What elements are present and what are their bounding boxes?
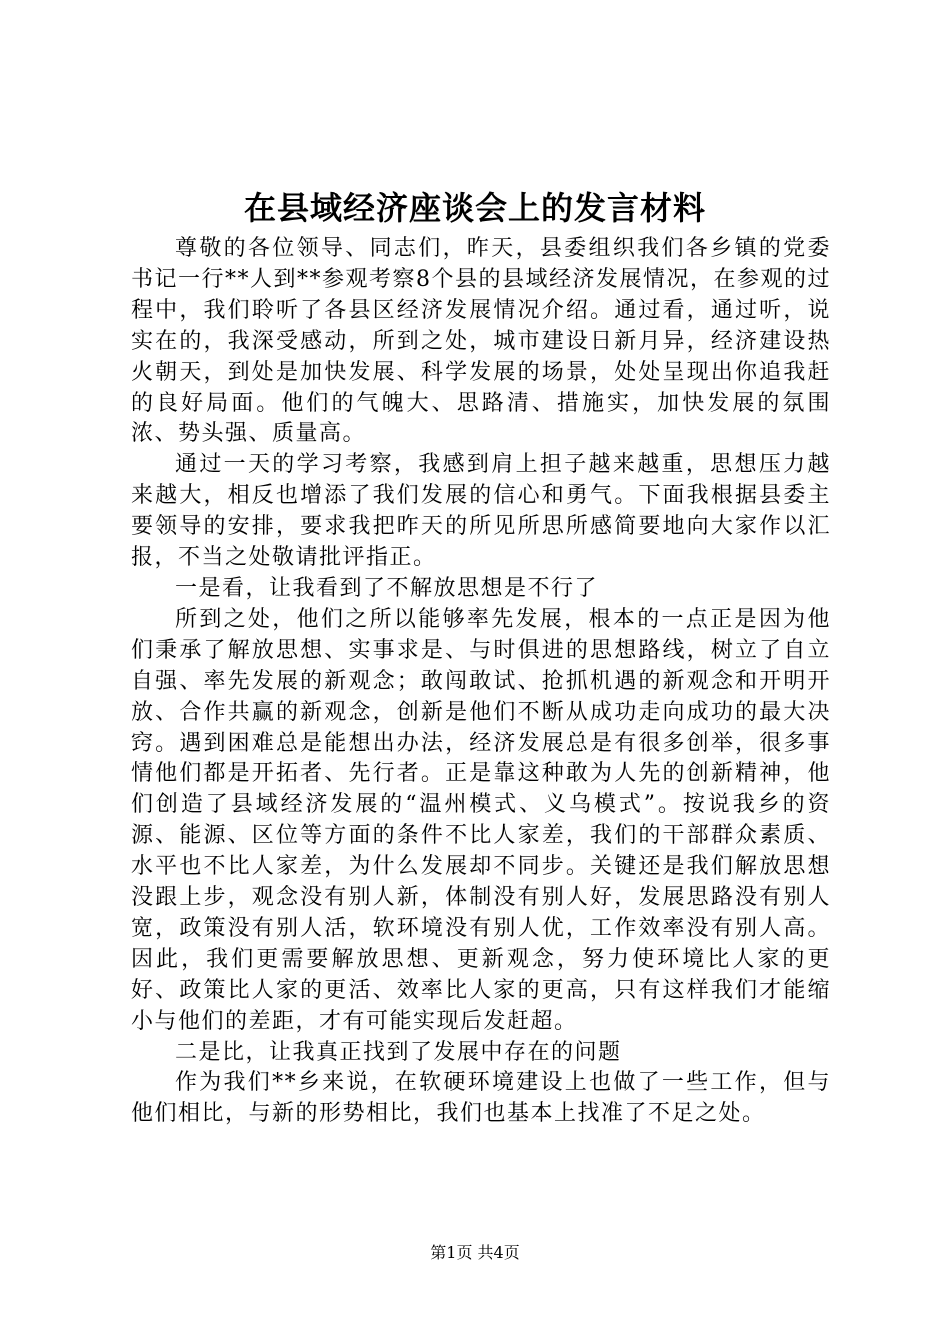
document-body (131, 234, 831, 1130)
paragraph-intro: 通过一天的学习考察，我感到肩上担子越来越重，思想压力越来越大，相反也增添了我们发展的信心和勇气。下面我根据县委主要领导的安排，要求我把昨天的所见所思所感简要地向大家作以汇报，不当之处敬请批评指正。 (131, 452, 831, 571)
page-title: 在县域经济座谈会上的发言材料 (243, 189, 706, 227)
page-number-footer: 第1页 共4页 (430, 1243, 520, 1262)
paragraph-opening: 尊敬的各位领导、同志们，昨天，县委组织我们各乡镇的党委书记一行**人到**参观考察8个县的县域经济发展情况，在参观的过程中，我们聆听了各县区经济发展情况介绍。通过看，通过听，说实在的，我深受感动，所到之处，城市建设日新月异，经济建设热火朝天，到处是加快发展、科学发展的场景，处处呈现出你追我赶的良好局面。他们的气魄大、思路清、措施实，加快发展的氛围浓、势头强、质量高。 (131, 236, 831, 447)
paragraph-section-1: 所到之处，他们之所以能够率先发展，根本的一点正是因为他们秉承了解放思想、实事求是、与时俱进的思想路线，树立了自立自强、率先发展的新观念；敢闯敢试、抢抓机遇的新观念和开明开放、合作共赢的新观念，创新是他们不断从成功走向成功的最大决窍。遇到困难总是能想出办法，经济发展总是有很多创举，很多事情他们都是开拓者、先行者。正是靠这种敢为人先的创新精神，他们创造了县域经济发展的“温州模式、义乌模式”。按说我乡的资源、能源、区位等方面的条件不比人家差，我们的干部群众素质、水平也不比人家差，为什么发展却不同步。关键还是我们解放思想没跟上步，观念没有别人新，体制没有别人好，发展思路没有别人宽，政策没有别人活，软环境没有别人优，工作效率没有别人高。因此，我们更需要解放思想、更新观念，努力使环境比人家的更好、政策比人家的更活、效率比人家的更高，只有这样我们才能缩小与他们的差距，才有可能实现后发赶超。 (131, 606, 831, 1034)
paragraph-section-2: 作为我们**乡来说，在软硬环境建设上也做了一些工作，但与他们相比，与新的形势相比，我们也基本上找准了不足之处。 (131, 1070, 831, 1127)
section-heading-2: 二是比，让我真正找到了发展中存在的问题 (175, 1039, 622, 1065)
section-heading-1: 一是看，让我看到了不解放思想是不行了 (175, 575, 599, 601)
